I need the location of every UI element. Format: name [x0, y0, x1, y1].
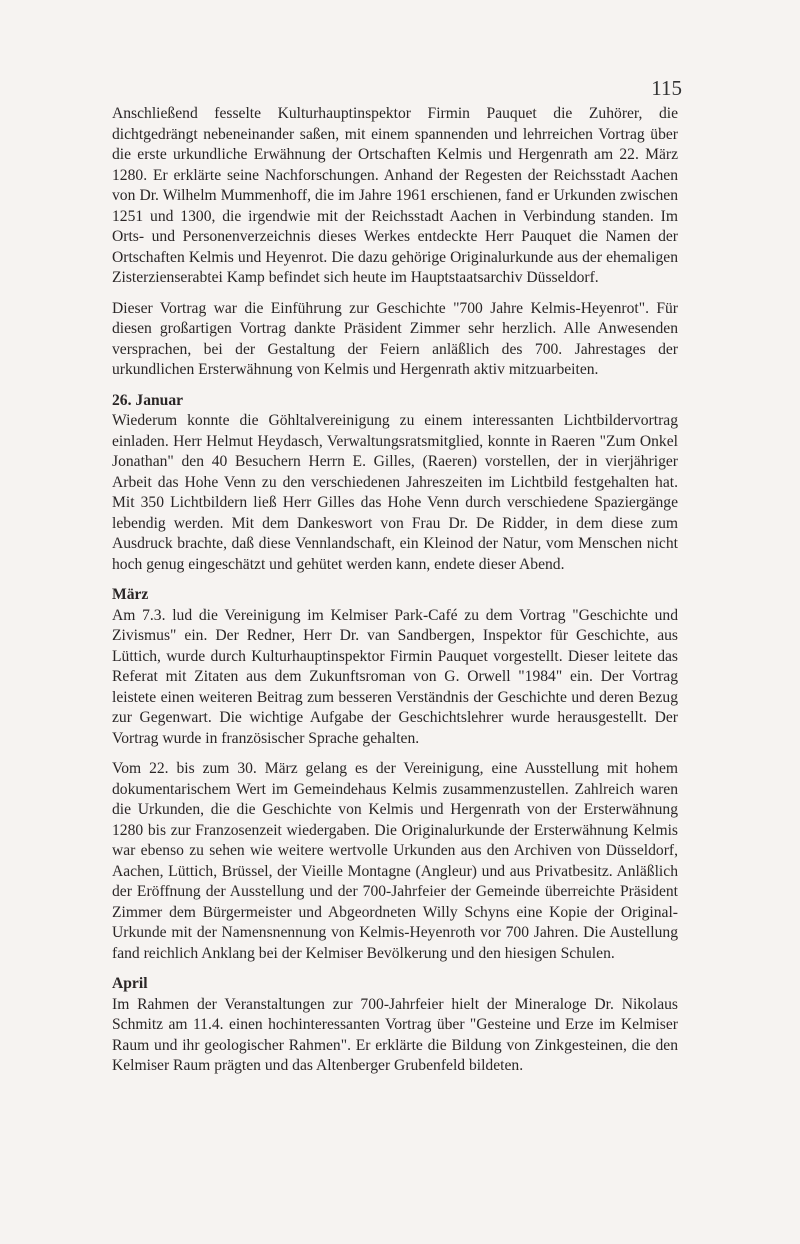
paragraph-lecture-pauquet: Anschließend fesselte Kulturhauptinspektor Firmin Pauquet die Zuhörer, die dichtgedrängt nebeneinander saßen, mit einem spannenden und lehrreichen Vortrag über die erste urkundliche Erwähnung der Ortschaften Kelmis und Hergenrath am 22. März 1280. Er erklärte seine Nachforschungen. Anhand der Regesten der Reichsstadt Aachen von Dr. Wilhelm Mummenhoff, die im Jahre 1961 erschienen, fand er Urkunden zwischen 1251 und 1300, die irgendwie mit der Reichsstadt Aachen in Verbindung standen. Im Orts- und Personenverzeichnis dieses Werkes entdeckte Herr Pauquet die Namen der Ortschaften Kelmis und Heyenrot. Die dazu gehörige Originalurkunde aus der ehemaligen Zisterzienserabtei Kamp befindet sich heute im Hauptstaatsarchiv Düsseldorf.	[112, 105, 678, 286]
article-body	[112, 104, 678, 1087]
heading-march: März	[112, 586, 149, 603]
heading-january: 26. Januar	[112, 391, 184, 409]
paragraph-mineralogy-lecture: Im Rahmen der Veranstaltungen zur 700-Jahrfeier hielt der Mineraloge Dr. Nikolaus Schmitz am 11.4. einen hochinteressanten Vortrag über "Gesteine und Erze im Kelmiser Raum und ihr geologischer Rahmen". Er erklärte die Bildung von Zinkgesteinen, die den Kelmiser Raum prägten und das Altenberger Grubenfeld bildeten.	[112, 995, 678, 1074]
paragraph-introduction-700-years: Dieser Vortrag war die Einführung zur Geschichte "700 Jahre Kelmis-Heyenrot". Für diesen großartigen Vortrag dankte Präsident Zimmer sehr herzlich. Alle Anwesenden versprachen, bei der Gestaltung der Feiern anläßlich des 700. Jahrestages der urkundlichen Ersterwähnung von Kelmis und Hergenrath aktiv mitzuarbeiten.	[112, 299, 678, 378]
page-number: 115	[651, 76, 682, 100]
paragraph-history-lecture: Am 7.3. lud die Vereinigung im Kelmiser Park-Café zu dem Vortrag "Geschichte und Zivismus" ein. Der Redner, Herr Dr. van Sandbergen, Inspektor für Geschichte, aus Lüttich, wurde durch Kulturhauptinspektor Firmin Pauquet vorgestellt. Dieser leitete das Referat mit Zitaten aus dem Zukunftsroman von G. Orwell "1984" ein. Der Vortrag leistete einen weiteren Beitrag zum besseren Verständnis der Geschichte und deren Bezug zur Gegenwart. Die wichtige Aufgabe der Geschichtslehrer wurde herausgestellt. Der Vortrag wurde in französischer Sprache gehalten.	[112, 606, 678, 747]
heading-april: April	[112, 975, 148, 992]
paragraph-slide-lecture: Wiederum konnte die Göhltalvereinigung zu einem interessanten Lichtbildervortrag einladen. Herr Helmut Heydasch, Verwaltungsratsmitglied, konnte in Raeren "Zum Onkel Jonathan" den 40 Besuchern Herrn E. Gilles, (Raeren) vorstellen, der in vierjähriger Arbeit das Hohe Venn zu den verschiedenen Jahreszeiten im Lichtbild festgehalten hat. Mit 350 Lichtbildern ließ Herr Gilles das Hohe Venn durch verschiedene Spaziergänge lebendig werden. Mit dem Dankeswort von Frau Dr. De Ridder, in dem diese zum Ausdruck brachte, daß diese Vennlandschaft, ein Kleinod der Natur, vom Menschen nicht hoch genug eingeschätzt und gehütet werden kann, endete dieser Abend.	[112, 412, 678, 573]
paragraph-exhibition: Vom 22. bis zum 30. März gelang es der Vereinigung, eine Ausstellung mit hohem dokumentarischem Wert im Gemeindehaus Kelmis zusammenzustellen. Zahlreich waren die Urkunden, die die Geschichte von Kelmis und Hergenrath von der Ersterwähnung 1280 bis zur Franzosenzeit wiedergaben. Die Originalurkunde der Ersterwähnung Kelmis war ebenso zu sehen wie weitere wertvolle Urkunden aus den Archiven von Düsseldorf, Aachen, Lüttich, Brüssel, der Vieille Montagne (Angleur) und aus Privatbesitz. Anläßlich der Eröffnung der Ausstellung und der 700-Jahrfeier der Gemeinde überreichte Präsident Zimmer dem Bürgermeister und Abgeordneten Willy Schyns eine Kopie der Original-Urkunde mit der Namensnennung von Kelmis-Heyenroth vor 700 Jahren. Die Austellung fand reichlich Anklang bei der Kelmiser Bevölkerung und den hiesigen Schulen.	[112, 760, 678, 962]
